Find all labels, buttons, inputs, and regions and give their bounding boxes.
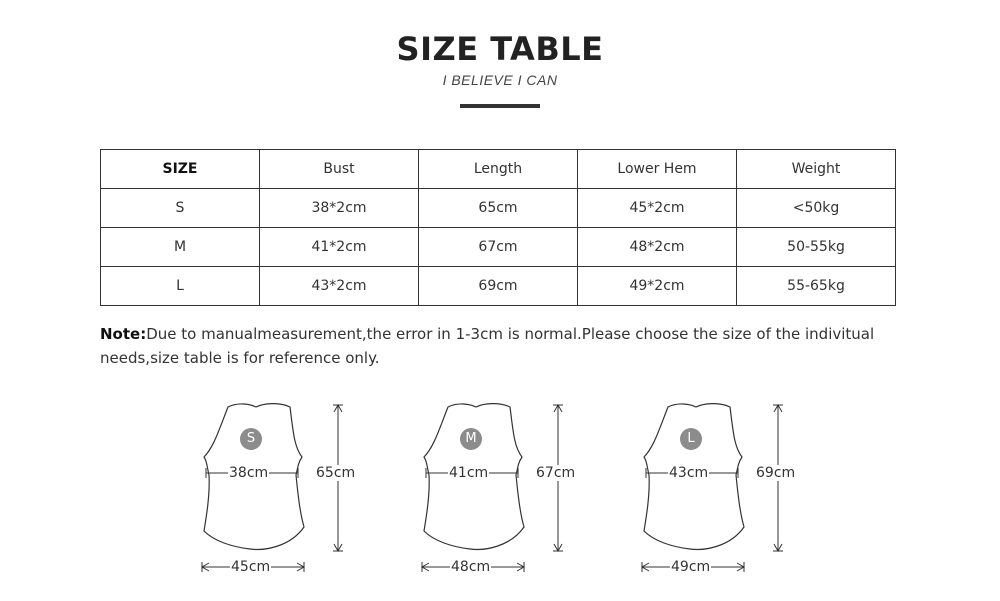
garment-diagram-s bbox=[198, 395, 428, 585]
table-cell: 65cm bbox=[419, 189, 578, 228]
table-cell: 50-55kg bbox=[737, 228, 896, 267]
table-cell: 67cm bbox=[419, 228, 578, 267]
table-cell: 43*2cm bbox=[260, 267, 419, 306]
column-header-weight: Weight bbox=[737, 150, 896, 189]
length-label: 69cm bbox=[756, 465, 796, 481]
size-badge: S bbox=[240, 428, 262, 450]
table-cell: 45*2cm bbox=[578, 189, 737, 228]
table-cell: S bbox=[101, 189, 260, 228]
bust-label: 43cm bbox=[669, 465, 709, 481]
page-subtitle: I BELIEVE I CAN bbox=[442, 72, 558, 88]
column-header-lower-hem: Lower Hem bbox=[578, 150, 737, 189]
table-cell: 49*2cm bbox=[578, 267, 737, 306]
hem-label: 48cm bbox=[451, 559, 491, 575]
hem-label: 49cm bbox=[671, 559, 711, 575]
table-cell: L bbox=[101, 267, 260, 306]
table-cell: <50kg bbox=[737, 189, 896, 228]
note-label: Note: bbox=[100, 325, 147, 343]
tank-top-outline-icon bbox=[198, 395, 428, 585]
table-cell: 38*2cm bbox=[260, 189, 419, 228]
table-cell: 48*2cm bbox=[578, 228, 737, 267]
garment-diagram-l bbox=[638, 395, 868, 585]
page-title: SIZE TABLE bbox=[396, 30, 604, 68]
table-row bbox=[101, 267, 896, 306]
note-text: Due to manualmeasurement,the error in 1-3cm is normal.Please choose the size of the indivitual needs,size table is for reference only. bbox=[100, 325, 875, 367]
column-header-bust: Bust bbox=[260, 150, 419, 189]
length-label: 67cm bbox=[536, 465, 576, 481]
table-row bbox=[101, 189, 896, 228]
bust-label: 41cm bbox=[449, 465, 489, 481]
size-badge: M bbox=[460, 428, 482, 450]
column-header-length: Length bbox=[419, 150, 578, 189]
table-cell: 41*2cm bbox=[260, 228, 419, 267]
tank-top-outline-icon bbox=[638, 395, 868, 585]
table-row bbox=[101, 228, 896, 267]
size-table bbox=[100, 149, 896, 306]
column-header-size: SIZE bbox=[101, 150, 260, 189]
hem-label: 45cm bbox=[231, 559, 271, 575]
measurement-note bbox=[100, 322, 930, 370]
table-cell: 55-65kg bbox=[737, 267, 896, 306]
length-label: 65cm bbox=[316, 465, 356, 481]
size-badge: L bbox=[680, 428, 702, 450]
bust-label: 38cm bbox=[229, 465, 269, 481]
table-cell: M bbox=[101, 228, 260, 267]
tank-top-outline-icon bbox=[418, 395, 648, 585]
garment-diagram-m bbox=[418, 395, 648, 585]
table-header-row bbox=[101, 150, 896, 189]
title-underline bbox=[460, 104, 540, 108]
table-cell: 69cm bbox=[419, 267, 578, 306]
